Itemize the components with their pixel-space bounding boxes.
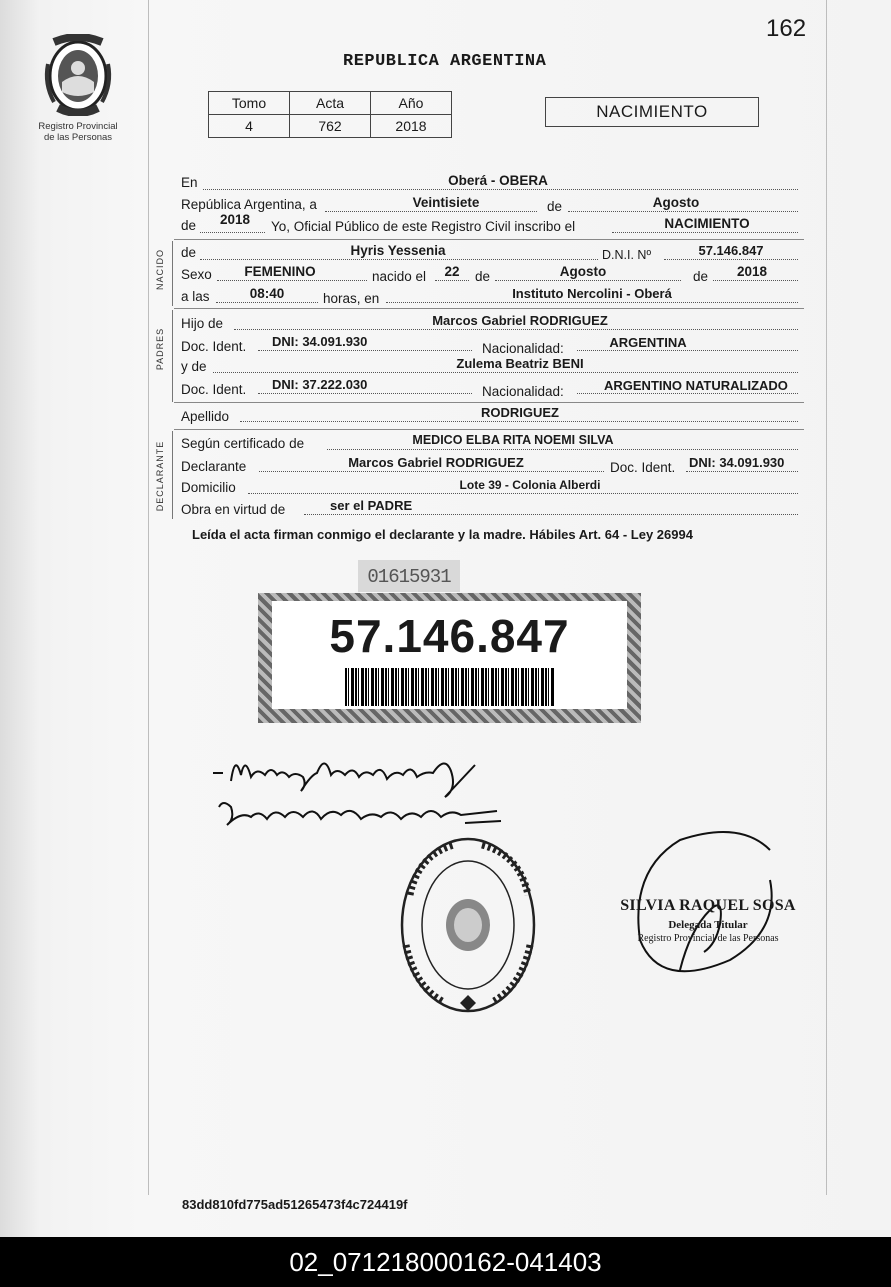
nacido-section-label: NACIDO — [155, 248, 165, 290]
doc-ident-label-2: Doc. Ident. — [181, 382, 247, 397]
document-title: REPUBLICA ARGENTINA — [343, 52, 547, 71]
footer-id: 02_071218000162-041403 — [289, 1247, 602, 1277]
newborn-dni: 57.146.847 — [698, 243, 764, 258]
form-row-en — [0, 173, 891, 193]
form-row-name — [0, 243, 891, 263]
registry-logo — [36, 34, 120, 143]
declarante-value: Marcos Gabriel RODRIGUEZ — [348, 455, 524, 470]
month-value: Agosto — [652, 195, 700, 210]
birth-time: 08:40 — [249, 286, 285, 301]
certificate-value: MEDICO ELBA RITA NOEMI SILVA — [412, 433, 614, 447]
form-row-date — [0, 195, 891, 215]
barcode-icon — [345, 668, 555, 706]
official-block — [620, 897, 796, 944]
father-dni: DNI: 34.091.930 — [272, 334, 368, 349]
reference-table — [208, 91, 452, 138]
sexo-label: Sexo — [181, 267, 212, 282]
form-row-mother-doc — [0, 377, 891, 397]
province-seal-icon — [40, 34, 116, 116]
de-label-2: de — [181, 218, 197, 233]
serial-number: 01615931 — [358, 560, 460, 592]
logo-org-line2: de las Personas — [43, 132, 113, 143]
mother-name: Zulema Beatriz BENI — [456, 356, 584, 371]
tomo-header: Tomo — [209, 92, 290, 115]
dni-sticker-number: 57.146.847 — [329, 610, 570, 662]
registry-stamp — [398, 835, 538, 1015]
inscribo-value: NACIMIENTO — [664, 216, 750, 231]
de-label-4: de — [475, 269, 491, 284]
form-row-father — [0, 313, 891, 333]
apellido-label: Apellido — [181, 409, 230, 424]
official-name: SILVIA RAQUEL SOSA — [620, 897, 796, 914]
section-divider — [174, 429, 804, 430]
acta-value: 762 — [290, 115, 371, 138]
acta-header: Acta — [290, 92, 371, 115]
obra-value: ser el PADRE — [330, 498, 413, 513]
section-divider — [174, 239, 804, 240]
republica-label: República Argentina, a — [181, 197, 317, 212]
year-value: 2018 — [219, 212, 251, 227]
form-row-sex — [0, 264, 891, 284]
form-row-apellido — [0, 405, 891, 425]
obra-label: Obra en virtud de — [181, 502, 286, 517]
form-row-cert — [0, 433, 891, 453]
oficial-text: Yo, Oficial Público de este Registro Civil inscribo el — [271, 219, 576, 234]
declarante-dni: DNI: 34.091.930 — [689, 455, 785, 470]
logo-org-line1: Registro Provincial — [38, 121, 118, 132]
form-row-declarante — [0, 455, 891, 475]
form-row-mother — [0, 356, 891, 376]
handwritten-signatures — [205, 745, 505, 845]
de-label-5: de — [693, 269, 709, 284]
hijo-label: Hijo de — [181, 316, 224, 331]
birth-place: Instituto Nercolini - Oberá — [512, 286, 672, 301]
official-org: Registro Provincial de las Personas — [637, 933, 779, 944]
mother-dni: DNI: 37.222.030 — [272, 377, 368, 392]
form-row-domicilio — [0, 477, 891, 497]
form-row-father-doc — [0, 334, 891, 354]
newborn-name: Hyris Yessenia — [350, 243, 446, 258]
anio-header: Año — [371, 92, 452, 115]
section-divider — [174, 308, 804, 309]
birth-year: 2018 — [736, 264, 768, 279]
dni-sticker — [258, 593, 641, 723]
tomo-value: 4 — [209, 115, 290, 138]
mother-nationality: ARGENTINO NATURALIZADO — [604, 378, 788, 393]
record-type-box: NACIMIENTO — [545, 97, 759, 127]
nacionalidad-label: Nacionalidad: — [482, 341, 564, 356]
father-name: Marcos Gabriel RODRIGUEZ — [432, 313, 608, 328]
father-nationality: ARGENTINA — [609, 335, 687, 350]
nacionalidad-label-2: Nacionalidad: — [482, 384, 564, 399]
page-number: 162 — [766, 15, 807, 42]
form-row-time — [0, 286, 891, 306]
nacido-el-label: nacido el — [372, 269, 427, 284]
de-label: de — [547, 199, 563, 214]
declarante-section-label: DECLARANTE — [155, 440, 165, 512]
section-divider — [174, 402, 804, 403]
de-label-3: de — [181, 245, 197, 260]
official-role: Delegada Titular — [668, 919, 748, 931]
apellido-value: RODRIGUEZ — [481, 405, 559, 420]
horas-label: horas, en — [323, 291, 380, 306]
footer-id-bar — [0, 1237, 891, 1287]
sexo-value: FEMENINO — [244, 264, 316, 279]
doc-ident-label: Doc. Ident. — [181, 339, 247, 354]
birth-month: Agosto — [559, 264, 607, 279]
sticker-inner — [272, 601, 627, 709]
doc-ident-label-3: Doc. Ident. — [610, 460, 676, 475]
padres-section-label: PADRES — [155, 327, 165, 371]
domicilio-value: Lote 39 - Colonia Alberdi — [459, 478, 601, 492]
form-row-obra — [0, 498, 891, 518]
anio-value: 2018 — [371, 115, 452, 138]
alas-label: a las — [181, 289, 210, 304]
yde-label: y de — [181, 359, 207, 374]
certificado-label: Según certificado de — [181, 436, 305, 451]
birth-day: 22 — [444, 264, 460, 279]
form-row-inscribo — [0, 212, 891, 236]
day-value: Veintisiete — [412, 195, 480, 210]
en-label: En — [181, 175, 198, 190]
declarante-label: Declarante — [181, 459, 247, 474]
legal-note: Leída el acta firman conmigo el declarante y la madre. Hábiles Art. 64 - Ley 26994 — [192, 527, 693, 542]
location-value: Oberá - OBERA — [448, 173, 548, 188]
domicilio-label: Domicilio — [181, 480, 236, 495]
dni-label: D.N.I. Nº — [602, 248, 652, 262]
document-hash: 83dd810fd775ad51265473f4c724419f — [182, 1197, 408, 1212]
